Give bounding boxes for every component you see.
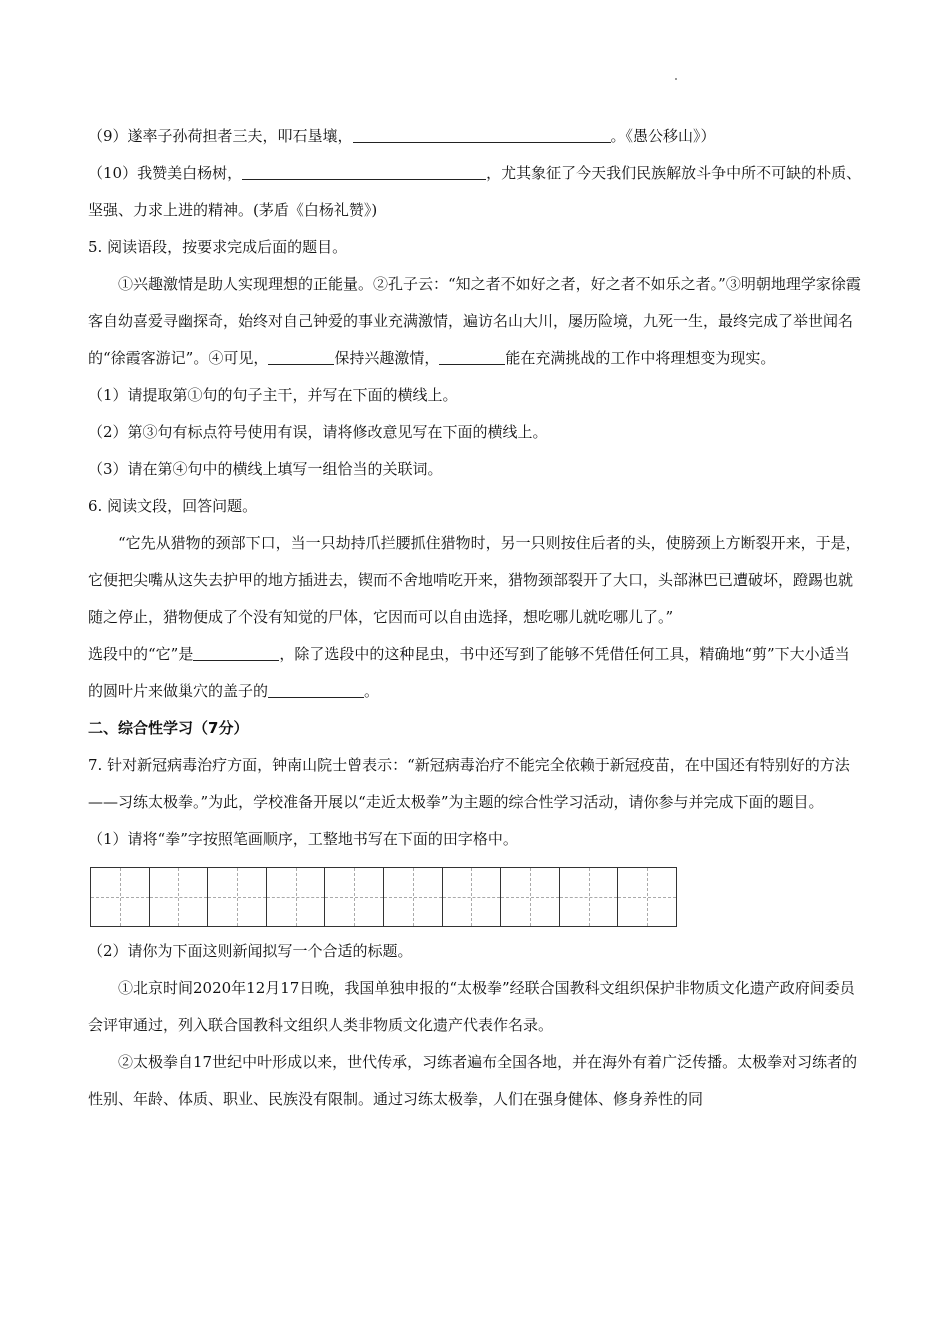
q10-blank[interactable] <box>242 161 486 180</box>
news-paragraph-2: ②太极拳自17世纪中叶形成以来，世代传承，习练者遍布全国各地，并在海外有着广泛传播。太极拳对习练者的性别、年龄、体质、职业、民族没有限制。通过习练太极拳，人们在强身健体、修身养性的同 <box>88 1053 858 1108</box>
q10-text: （10）我赞美白杨树， <box>88 164 243 182</box>
q6-blank-2[interactable] <box>268 679 364 698</box>
grid-cell[interactable] <box>91 868 150 926</box>
news-paragraph-1: ①北京时间2020年12月17日晚，我国单独申报的“太极拳”经联合国教科文组织保护非物质文化遗产政府间委员会评审通过，列入联合国教科文组织人类非物质文化遗产代表作名录。 <box>88 979 855 1034</box>
tianzi-grid[interactable] <box>90 867 677 927</box>
q9-text: （9）遂率子孙荷担者三夫，叩石垦壤， <box>88 127 353 145</box>
q9-blank[interactable] <box>353 124 611 143</box>
q9-source: 。《愚公移山》） <box>610 127 716 145</box>
question-5-passage <box>88 266 864 377</box>
page-content <box>88 118 864 1118</box>
question-6-prompt <box>88 636 864 710</box>
grid-cell[interactable] <box>208 868 267 926</box>
q5-passage-c: 能在充满挑战的工作中将理想变为现实。 <box>505 349 776 367</box>
grid-cell[interactable] <box>618 868 676 926</box>
question-5-sub1: （1）请提取第①句的句子主干，并写在下面的横线上。 <box>88 386 458 404</box>
q6-blank-1[interactable] <box>193 642 279 661</box>
question-7-sub2: （2）请你为下面这则新闻拟写一个合适的标题。 <box>88 942 413 960</box>
question-6-stem: 6. 阅读文段，回答问题。 <box>88 497 258 515</box>
question-5-stem: 5. 阅读语段，按要求完成后面的题目。 <box>88 238 348 256</box>
question-9 <box>88 118 864 155</box>
section-heading: 二、综合性学习（7分） <box>88 719 249 737</box>
q5-passage-b: 保持兴趣激情， <box>334 349 440 367</box>
question-7-sub1: （1）请将“拳”字按照笔画顺序，工整地书写在下面的田字格中。 <box>88 830 518 848</box>
page-mark <box>675 78 677 80</box>
grid-cell[interactable] <box>560 868 619 926</box>
question-5-sub2: （2）第③句有标点符号使用有误，请将修改意见写在下面的横线上。 <box>88 423 548 441</box>
grid-cell[interactable] <box>501 868 560 926</box>
q6-prompt-a: 选段中的“它”是 <box>88 645 194 663</box>
question-10 <box>88 155 864 229</box>
question-7-stem: 7. 针对新冠病毒治疗方面，钟南山院士曾表示：“新冠病毒治疗不能完全依赖于新冠疫苗，在中国还有特别好的方法——习练太极拳。”为此，学校准备开展以“走近太极拳”为主题的综合性学习活动，请你参与并完成下面的题目。 <box>88 756 850 811</box>
grid-cell[interactable] <box>267 868 326 926</box>
q5-blank-1[interactable] <box>268 346 334 365</box>
q6-prompt-b: ，除了选段中的这种昆虫，书中还写到了能够不凭借任何工具，精确地“剪”下大小适当的圆叶片来做巢穴的盖子的 <box>88 645 850 700</box>
grid-cell[interactable] <box>150 868 209 926</box>
q6-prompt-c: 。 <box>364 682 380 700</box>
question-5-sub3: （3）请在第④句中的横线上填写一组恰当的关联词。 <box>88 460 443 478</box>
question-6-passage: “它先从猎物的颈部下口，当一只劫持爪拦腰抓住猎物时，另一只则按住后者的头，使膀颈上方断裂开来，于是，它便把尖嘴从这失去护甲的地方插进去，锲而不舍地啃吃开来，猎物颈部裂开了大口，头部淋巴已遭破坏，蹬踢也就随之停止，猎物便成了个没有知觉的尸体，它因而可以自由选择，想吃哪儿就吃哪儿了。” <box>88 534 861 626</box>
grid-cell[interactable] <box>384 868 443 926</box>
grid-cell[interactable] <box>443 868 502 926</box>
q10-source: ，尤其象征了今天我们民族解放斗争中所不可缺的朴质、坚强、力求上进的精神。(茅盾《白杨礼赞》) <box>88 164 862 219</box>
grid-cell[interactable] <box>325 868 384 926</box>
q5-blank-2[interactable] <box>439 346 505 365</box>
q5-passage-a: ①兴趣激情是助人实现理想的正能量。②孔子云：“知之者不如好之者，好之者不如乐之者。”③明朝地理学家徐霞客自幼喜爱寻幽探奇，始终对自己钟爱的事业充满激情，遍访名山大川，屡历险境，九死一生，最终完成了举世闻名的“徐霞客游记”。④可见， <box>88 275 861 367</box>
